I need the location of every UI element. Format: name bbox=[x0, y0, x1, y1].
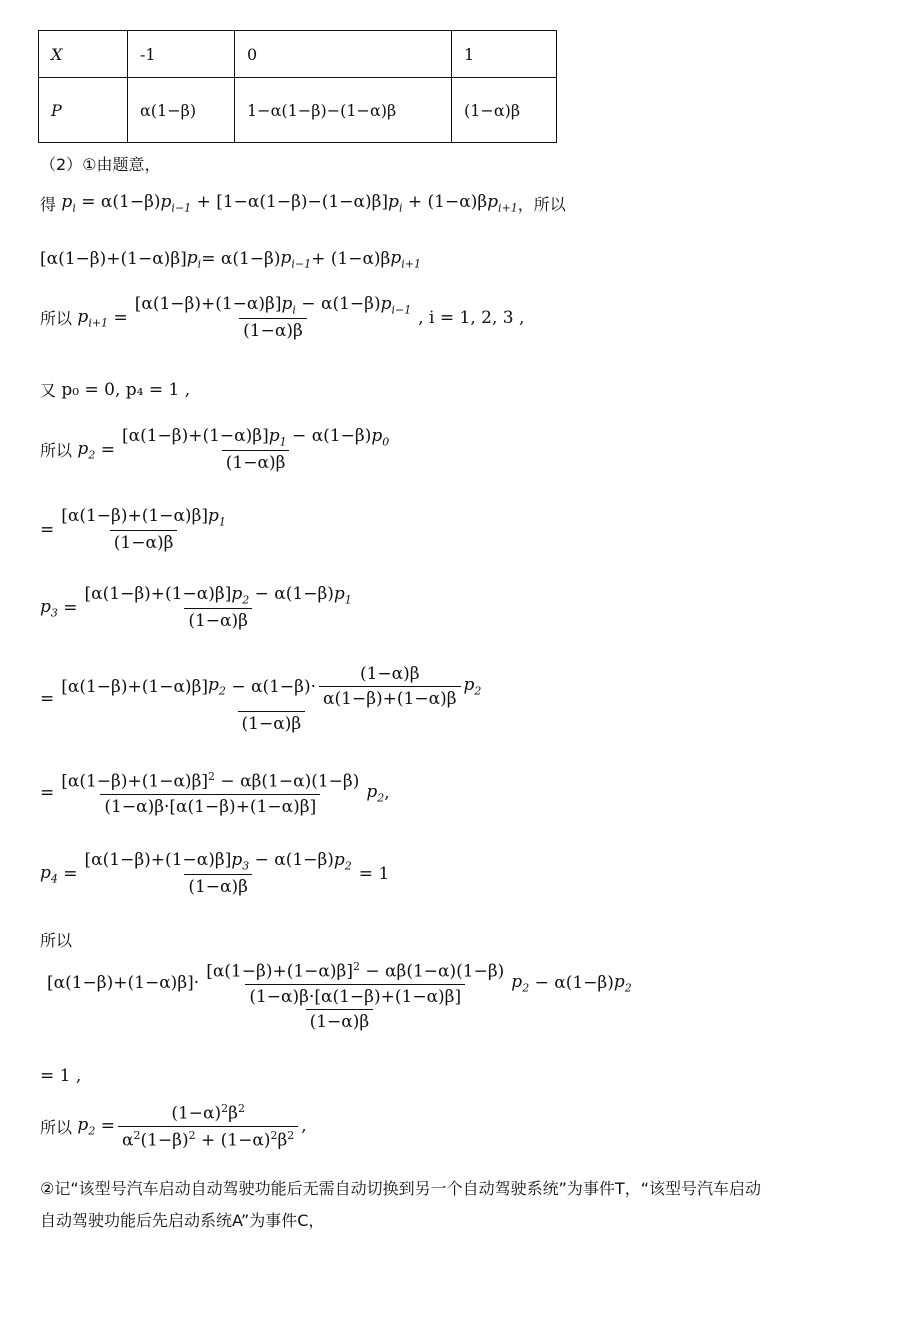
text-line: ②记“该型号汽车启动自动驾驶功能后无需自动切换到另一个自动驾驶系统”为事件T，“该型号汽车启动 bbox=[40, 1179, 761, 1198]
equation-line bbox=[40, 960, 639, 1032]
equation-line: [α(1−β)+(1−α)β] $p_i$ = α(1−β) $p_{i-1}$ + (1−α)β $p_{i+1}$ bbox=[40, 248, 422, 271]
equation-line: $p_4$ = $\frac{[\alpha(1-\beta)+(1-\alpha)\beta]p_3 - \alpha(1-\beta)p_2}{(1-\alpha)\beta}$ = 1 bbox=[40, 850, 390, 898]
text: ，所以 bbox=[517, 195, 566, 214]
text: 所以 bbox=[40, 1117, 73, 1137]
equation-line: = 1 , bbox=[40, 1066, 82, 1086]
fraction: $\frac{[\alpha(1-\beta)+(1-\alpha)\beta]p_3 - \alpha(1-\beta)p_2}{(1-\alpha)\beta}$ bbox=[84, 850, 352, 898]
text: 又 bbox=[40, 381, 57, 400]
table-cell: -1 bbox=[128, 31, 235, 78]
text: , i = 1, 2, 3 , bbox=[418, 307, 525, 328]
equation-line: 所以 $p_2$ = $\frac{(1-\alpha)^2\beta^2}{\alpha^2(1-\beta)^2 + (1-\alpha)^2\beta^2}$ , bbox=[40, 1102, 307, 1151]
fraction: $\frac{[\alpha(1-\beta)+(1-\alpha)\beta]p_i - \alpha(1-\beta)p_{i-1}}{(1-\alpha)\beta}$ bbox=[134, 294, 412, 342]
table-cell: 1 bbox=[452, 31, 557, 78]
text: 所以 bbox=[40, 309, 73, 329]
equation-line: 所以 $p_{i+1}$ = $\frac{[\alpha(1-\beta)+(1-\alpha)\beta]p_i - \alpha(1-\beta)p_{i-1}}{(1-\alpha)\beta}$ , i = 1, 2, 3 , bbox=[40, 294, 525, 342]
table-cell: X bbox=[39, 31, 128, 78]
fraction: $\frac{[\alpha(1-\beta)+(1-\alpha)\beta]p_1 - \alpha(1-\beta)p_0}{(1-\alpha)\beta}$ bbox=[121, 426, 390, 474]
table-cell: (1−α)β bbox=[452, 78, 557, 143]
text-line: 所以 bbox=[40, 931, 73, 950]
table-cell: α(1−β) bbox=[128, 78, 235, 143]
fraction: $\frac{[\alpha(1-\beta)+(1-\alpha)\beta]^2 - \alpha\beta(1-\alpha)(1-\beta)}{(1-\alpha)\beta\cdot[\alpha(1-\beta)+(1-\alpha)\beta]}$ bbox=[61, 770, 360, 817]
text: p₀ = 0, p₄ = 1 , bbox=[61, 379, 191, 400]
fraction: [α(1−β)+(1−α)β] $p_2$ − α(1−β)· $\frac{(1-\alpha)\beta}{\alpha(1-\beta)+(1-\alpha)\beta}$ $p_2$ (1−α)β bbox=[61, 664, 482, 734]
fraction: $\frac{[\alpha(1-\beta)+(1-\alpha)\beta]p_2 - \alpha(1-\beta)p_1}{(1-\alpha)\beta}$ bbox=[84, 584, 352, 632]
table-cell: 0 bbox=[235, 31, 452, 78]
text-line: 自动驾驶功能后先启动系统A”为事件C， bbox=[40, 1211, 325, 1230]
equation-line: = [α(1−β)+(1−α)β] $p_2$ − α(1−β)· $\frac{(1-\alpha)\beta}{\alpha(1-\beta)+(1-\alpha)\beta}$ $p_2$ (1−α)β bbox=[40, 664, 488, 734]
fraction: $\frac{[\alpha(1-\beta)+(1-\alpha)\beta]p_1}{(1-\alpha)\beta}$ bbox=[61, 506, 226, 554]
text: 所以 bbox=[40, 441, 73, 461]
table-cell: P bbox=[39, 78, 128, 143]
equation-line: $p_3$ = $\frac{[\alpha(1-\beta)+(1-\alpha)\beta]p_2 - \alpha(1-\beta)p_1}{(1-\alpha)\beta}$ bbox=[40, 584, 359, 631]
fraction: [α(1−β)+(1−α)β]· $\frac{[\alpha(1-\beta)+(1-\alpha)\beta]^2 - \alpha\beta(1-\alpha)(1-\beta)}{(1-\alpha)\beta\cdot[\alpha(1-\beta)+(1-\alpha)\beta]}$ $p_2$ − α(1−β) $p_2$ (1−α)β bbox=[47, 960, 632, 1032]
equation-line bbox=[40, 192, 566, 215]
fraction: $\frac{(1-\alpha)^2\beta^2}{\alpha^2(1-\beta)^2 + (1-\alpha)^2\beta^2}$ bbox=[118, 1102, 298, 1150]
step-heading: （2）①由题意， bbox=[40, 155, 161, 174]
equation: $p_i = \alpha(1-\beta)p_{i-1} + [1-\alpha(1-\beta)-(1-\alpha)\beta]p_i + (1-\alpha)\beta p_{i+1}$ bbox=[61, 192, 518, 215]
table-cell: 1−α(1−β)−(1−α)β bbox=[235, 78, 452, 143]
equation-line: 所以 $p_2$ = $\frac{[\alpha(1-\beta)+(1-\alpha)\beta]p_1 - \alpha(1-\beta)p_0}{(1-\alpha)\beta}$ bbox=[40, 426, 396, 473]
equation-line: = $\frac{[\alpha(1-\beta)+(1-\alpha)\beta]^2 - \alpha\beta(1-\alpha)(1-\beta)}{(1-\alpha)\beta\cdot[\alpha(1-\beta)+(1-\alpha)\beta]}$ $p_2$ , bbox=[40, 770, 390, 817]
equation-line bbox=[40, 378, 190, 401]
equation-line: = $\frac{[\alpha(1-\beta)+(1-\alpha)\beta]p_1}{(1-\alpha)\beta}$ bbox=[40, 506, 233, 553]
text: 得 bbox=[40, 195, 57, 214]
distribution-table bbox=[38, 30, 557, 143]
